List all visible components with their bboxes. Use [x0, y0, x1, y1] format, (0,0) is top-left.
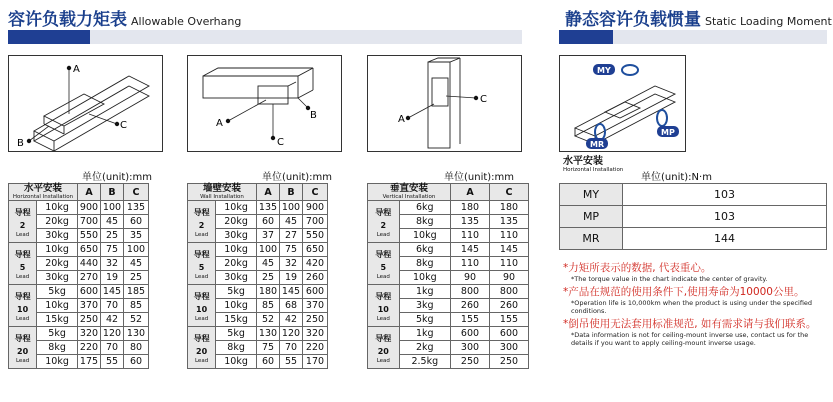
- value-cell: 170: [303, 355, 328, 369]
- value-cell: 370: [78, 299, 101, 313]
- value-cell: 120: [280, 327, 303, 341]
- moment-row: [560, 228, 827, 250]
- value-cell: 180: [451, 201, 490, 215]
- diag-label-mp: MP: [661, 128, 675, 137]
- value-cell: 100: [280, 201, 303, 215]
- header-row: [188, 184, 328, 201]
- lead-value: 10: [17, 304, 29, 314]
- diag-label-mr: MR: [590, 140, 605, 149]
- value-cell: 600: [490, 327, 529, 341]
- value-cell: 19: [101, 271, 124, 285]
- table-title-cell: [188, 184, 257, 201]
- lead-label-en: Lead: [15, 231, 30, 238]
- value-cell: 19: [280, 271, 303, 285]
- value-cell: 45: [257, 257, 280, 271]
- value-cell: 175: [78, 355, 101, 369]
- right-header-zh: 静态容许负载惯量: [565, 10, 701, 30]
- lead-label-en: Lead: [15, 315, 30, 322]
- value-cell: 440: [78, 257, 101, 271]
- load-cell: 30kg: [37, 229, 78, 243]
- lead-value: 10: [377, 304, 389, 314]
- value-cell: 185: [124, 285, 149, 299]
- value-cell: 110: [490, 229, 529, 243]
- lead-label-zh: 导程: [14, 249, 31, 259]
- diag-label-c: C: [120, 120, 127, 131]
- lead-value: 2: [198, 220, 205, 230]
- value-cell: 320: [78, 327, 101, 341]
- note-3-zh: *倒吊使用无法套用标准规范, 如有需求请与我们联系。: [563, 318, 817, 330]
- value-cell: 32: [280, 257, 303, 271]
- load-cell: 5kg: [37, 327, 78, 341]
- value-cell: 52: [124, 313, 149, 327]
- load-cell: 2.5kg: [399, 355, 450, 369]
- diag-label-b: B: [17, 138, 24, 149]
- column-header-a: A: [451, 184, 490, 201]
- moment-value-cell: 103: [623, 206, 827, 228]
- table-row: [368, 285, 529, 299]
- diag-label-b: B: [310, 110, 317, 121]
- value-cell: 135: [124, 201, 149, 215]
- value-cell: 700: [78, 215, 101, 229]
- right-section-header: [565, 5, 832, 30]
- right-header-en: Static Loading Moment: [705, 15, 832, 28]
- moment-table-title: [563, 157, 623, 173]
- lead-label-en: Lead: [194, 273, 209, 280]
- header-row: [368, 184, 529, 201]
- value-cell: 85: [257, 299, 280, 313]
- lead-label-zh: 导程: [193, 333, 210, 343]
- value-cell: 130: [257, 327, 280, 341]
- column-header-c: C: [303, 184, 328, 201]
- left-section-header: [8, 5, 241, 30]
- value-cell: 260: [451, 299, 490, 313]
- load-cell: 8kg: [37, 341, 78, 355]
- load-cell: 1kg: [399, 285, 450, 299]
- value-cell: 260: [303, 271, 328, 285]
- value-cell: 900: [78, 201, 101, 215]
- value-cell: 110: [451, 257, 490, 271]
- header-row: [9, 184, 149, 201]
- value-cell: 100: [257, 243, 280, 257]
- lead-value: 2: [19, 220, 26, 230]
- lead-group-cell: [9, 201, 37, 243]
- load-cell: 1kg: [399, 327, 450, 341]
- table-title-cell: [368, 184, 451, 201]
- value-cell: 52: [257, 313, 280, 327]
- value-cell: 42: [280, 313, 303, 327]
- table-title-en: Wall Installation: [200, 194, 244, 200]
- value-cell: 27: [280, 229, 303, 243]
- value-cell: 135: [451, 215, 490, 229]
- table-title-en: Vertical Installation: [382, 194, 436, 200]
- load-cell: 2kg: [399, 341, 450, 355]
- load-cell: 10kg: [399, 271, 450, 285]
- value-cell: 75: [101, 243, 124, 257]
- lead-value: 5: [198, 262, 205, 272]
- load-cell: 30kg: [216, 229, 257, 243]
- value-cell: 420: [303, 257, 328, 271]
- table-row: [9, 285, 149, 299]
- load-cell: 10kg: [216, 355, 257, 369]
- lead-group-cell: [368, 243, 400, 285]
- value-cell: 180: [257, 285, 280, 299]
- load-cell: 30kg: [37, 271, 78, 285]
- value-cell: 300: [490, 341, 529, 355]
- value-cell: 145: [490, 243, 529, 257]
- column-header-a: A: [257, 184, 280, 201]
- left-header-zh: 容许负载力矩表: [8, 10, 127, 30]
- lead-label-zh: 导程: [14, 291, 31, 301]
- lead-value: 20: [377, 346, 389, 356]
- load-cell: 10kg: [37, 243, 78, 257]
- value-cell: 80: [124, 341, 149, 355]
- moment-name-cell: MP: [560, 206, 623, 228]
- moment-row: [560, 184, 827, 206]
- moment-value-cell: 103: [623, 184, 827, 206]
- note-2-en: *Operation life is 10,000km when the product is using under the specified conditions.: [571, 299, 813, 315]
- value-cell: 60: [257, 215, 280, 229]
- value-cell: 70: [101, 299, 124, 313]
- table-row: [368, 201, 529, 215]
- table-row: [188, 201, 328, 215]
- column-header-b: B: [101, 184, 124, 201]
- moment-title-en: Horizontal Installation: [563, 167, 624, 173]
- value-cell: 600: [78, 285, 101, 299]
- moment-row: [560, 206, 827, 228]
- horizontal-overhang-table: [8, 183, 149, 369]
- value-cell: 800: [490, 285, 529, 299]
- table-title-cell: [9, 184, 78, 201]
- value-cell: 300: [451, 341, 490, 355]
- unit-label-2: 单位(unit):mm: [262, 172, 333, 183]
- value-cell: 75: [257, 341, 280, 355]
- moment-name-cell: MR: [560, 228, 623, 250]
- lead-value: 20: [17, 346, 29, 356]
- lead-group-cell: [188, 243, 216, 285]
- notes: [563, 262, 829, 347]
- left-header-bar: [8, 30, 522, 44]
- load-cell: 6kg: [399, 201, 450, 215]
- load-cell: 10kg: [37, 201, 78, 215]
- lead-group-cell: [188, 327, 216, 369]
- lead-label-en: Lead: [194, 315, 209, 322]
- diag-label-c: C: [277, 137, 284, 148]
- load-cell: 10kg: [37, 355, 78, 369]
- lead-label-zh: 导程: [375, 333, 392, 343]
- value-cell: 250: [490, 355, 529, 369]
- diag-label-c: C: [480, 94, 487, 105]
- wall-diagram: [187, 55, 342, 152]
- load-cell: 5kg: [216, 327, 257, 341]
- value-cell: 320: [303, 327, 328, 341]
- load-cell: 10kg: [216, 299, 257, 313]
- lead-label-en: Lead: [376, 273, 390, 280]
- load-cell: 10kg: [399, 229, 450, 243]
- load-cell: 10kg: [216, 243, 257, 257]
- value-cell: 110: [451, 229, 490, 243]
- value-cell: 155: [490, 313, 529, 327]
- load-cell: 3kg: [399, 299, 450, 313]
- load-cell: 6kg: [399, 243, 450, 257]
- value-cell: 700: [303, 215, 328, 229]
- value-cell: 70: [101, 341, 124, 355]
- lead-label-zh: 导程: [14, 207, 31, 217]
- column-header-b: B: [280, 184, 303, 201]
- table-title-zh: 水平安装: [23, 183, 62, 194]
- value-cell: 25: [257, 271, 280, 285]
- column-header-c: C: [124, 184, 149, 201]
- moment-name-cell: MY: [560, 184, 623, 206]
- lead-group-cell: [188, 285, 216, 327]
- table-title-zh: 垂直安装: [389, 183, 428, 194]
- value-cell: 600: [303, 285, 328, 299]
- unit-label-moment: 单位(unit):N·m: [641, 172, 712, 183]
- table-title-en: Horizontal Installation: [12, 194, 74, 200]
- value-cell: 145: [101, 285, 124, 299]
- note-2-zh: *产品在规范的使用条件下,使用寿命为10000公里。: [563, 286, 805, 298]
- value-cell: 32: [101, 257, 124, 271]
- value-cell: 260: [490, 299, 529, 313]
- wall-overhang-table: [187, 183, 328, 369]
- value-cell: 550: [78, 229, 101, 243]
- value-cell: 145: [280, 285, 303, 299]
- load-cell: 10kg: [37, 299, 78, 313]
- value-cell: 120: [101, 327, 124, 341]
- value-cell: 42: [101, 313, 124, 327]
- value-cell: 60: [124, 215, 149, 229]
- value-cell: 90: [451, 271, 490, 285]
- value-cell: 60: [257, 355, 280, 369]
- value-cell: 145: [451, 243, 490, 257]
- lead-label-zh: 导程: [193, 291, 210, 301]
- table-row: [188, 285, 328, 299]
- diag-label-a: A: [73, 64, 80, 75]
- value-cell: 55: [101, 355, 124, 369]
- value-cell: 250: [303, 313, 328, 327]
- value-cell: 45: [124, 257, 149, 271]
- note-1-zh: *力矩所表示的数据, 代表重心。: [563, 262, 712, 274]
- value-cell: 220: [78, 341, 101, 355]
- vertical-overhang-table: [367, 183, 529, 369]
- lead-group-cell: [368, 285, 400, 327]
- lead-group-cell: [9, 327, 37, 369]
- value-cell: 75: [280, 243, 303, 257]
- note-2: [563, 286, 829, 315]
- value-cell: 650: [78, 243, 101, 257]
- note-1: [563, 262, 829, 283]
- lead-value: 20: [196, 346, 208, 356]
- value-cell: 37: [257, 229, 280, 243]
- value-cell: 155: [451, 313, 490, 327]
- value-cell: 250: [78, 313, 101, 327]
- left-header-en: Allowable Overhang: [131, 15, 242, 28]
- value-cell: 135: [490, 215, 529, 229]
- column-header-c: C: [490, 184, 529, 201]
- table-row: [368, 327, 529, 341]
- value-cell: 130: [124, 327, 149, 341]
- value-cell: 25: [101, 229, 124, 243]
- load-cell: 8kg: [216, 341, 257, 355]
- lead-label-zh: 导程: [14, 333, 31, 343]
- lead-value: 5: [19, 262, 26, 272]
- value-cell: 650: [303, 243, 328, 257]
- lead-value: 10: [196, 304, 208, 314]
- load-cell: 5kg: [399, 313, 450, 327]
- lead-label-en: Lead: [194, 231, 209, 238]
- static-moment-table: [559, 183, 827, 250]
- lead-group-cell: [9, 285, 37, 327]
- note-1-en: *The torque value in the chart indicate the center of gravity.: [571, 275, 768, 283]
- load-cell: 15kg: [37, 313, 78, 327]
- value-cell: 900: [303, 201, 328, 215]
- value-cell: 70: [280, 341, 303, 355]
- value-cell: 90: [490, 271, 529, 285]
- right-header-bar: [559, 30, 827, 44]
- value-cell: 68: [280, 299, 303, 313]
- lead-label-en: Lead: [376, 231, 390, 238]
- value-cell: 550: [303, 229, 328, 243]
- lead-label-zh: 导程: [375, 207, 392, 217]
- lead-label-zh: 导程: [193, 249, 210, 259]
- value-cell: 110: [490, 257, 529, 271]
- lead-label-en: Lead: [194, 357, 209, 364]
- moment-title-zh: 水平安装: [563, 156, 603, 167]
- lead-group-cell: [368, 327, 400, 369]
- value-cell: 600: [451, 327, 490, 341]
- load-cell: 15kg: [216, 313, 257, 327]
- lead-label-zh: 导程: [375, 291, 392, 301]
- column-header-a: A: [78, 184, 101, 201]
- value-cell: 85: [124, 299, 149, 313]
- horizontal-diagram: [8, 55, 163, 152]
- unit-label-3: 单位(unit):mm: [444, 172, 515, 183]
- moment-value-cell: 144: [623, 228, 827, 250]
- load-cell: 20kg: [216, 257, 257, 271]
- table-title-zh: 墙壁安装: [202, 183, 241, 194]
- table-row: [188, 243, 328, 257]
- lead-label-en: Lead: [15, 273, 30, 280]
- table-row: [188, 327, 328, 341]
- lead-label-en: Lead: [376, 315, 390, 322]
- vertical-diagram: [367, 55, 522, 152]
- value-cell: 250: [451, 355, 490, 369]
- unit-label-1: 单位(unit):mm: [82, 172, 153, 183]
- lead-label-en: Lead: [15, 357, 30, 364]
- value-cell: 100: [101, 201, 124, 215]
- table-row: [9, 327, 149, 341]
- lead-group-cell: [188, 201, 216, 243]
- load-cell: 8kg: [399, 215, 450, 229]
- lead-value: 5: [380, 262, 387, 272]
- load-cell: 20kg: [216, 215, 257, 229]
- diag-label-my: MY: [597, 66, 611, 75]
- value-cell: 60: [124, 355, 149, 369]
- lead-label-zh: 导程: [375, 249, 392, 259]
- table-row: [9, 201, 149, 215]
- load-cell: 20kg: [37, 257, 78, 271]
- diag-label-a: A: [216, 118, 223, 129]
- table-row: [368, 243, 529, 257]
- table-row: [9, 243, 149, 257]
- value-cell: 220: [303, 341, 328, 355]
- lead-label-zh: 导程: [193, 207, 210, 217]
- value-cell: 55: [280, 355, 303, 369]
- value-cell: 35: [124, 229, 149, 243]
- load-cell: 8kg: [399, 257, 450, 271]
- moment-diagram: [559, 55, 686, 152]
- load-cell: 30kg: [216, 271, 257, 285]
- note-3-en: *Data information is not for ceiling-mount inverse use, contact us for the details if you want to apply ceiling-mount inverse usage.: [571, 331, 809, 347]
- lead-group-cell: [368, 201, 400, 243]
- note-3: [563, 318, 829, 347]
- lead-group-cell: [9, 243, 37, 285]
- value-cell: 180: [490, 201, 529, 215]
- value-cell: 135: [257, 201, 280, 215]
- value-cell: 800: [451, 285, 490, 299]
- lead-label-en: Lead: [376, 357, 390, 364]
- load-cell: 5kg: [216, 285, 257, 299]
- value-cell: 270: [78, 271, 101, 285]
- load-cell: 5kg: [37, 285, 78, 299]
- lead-value: 2: [380, 220, 387, 230]
- value-cell: 45: [280, 215, 303, 229]
- load-cell: 20kg: [37, 215, 78, 229]
- value-cell: 370: [303, 299, 328, 313]
- diag-label-a: A: [398, 114, 405, 125]
- value-cell: 100: [124, 243, 149, 257]
- load-cell: 10kg: [216, 201, 257, 215]
- value-cell: 25: [124, 271, 149, 285]
- value-cell: 45: [101, 215, 124, 229]
